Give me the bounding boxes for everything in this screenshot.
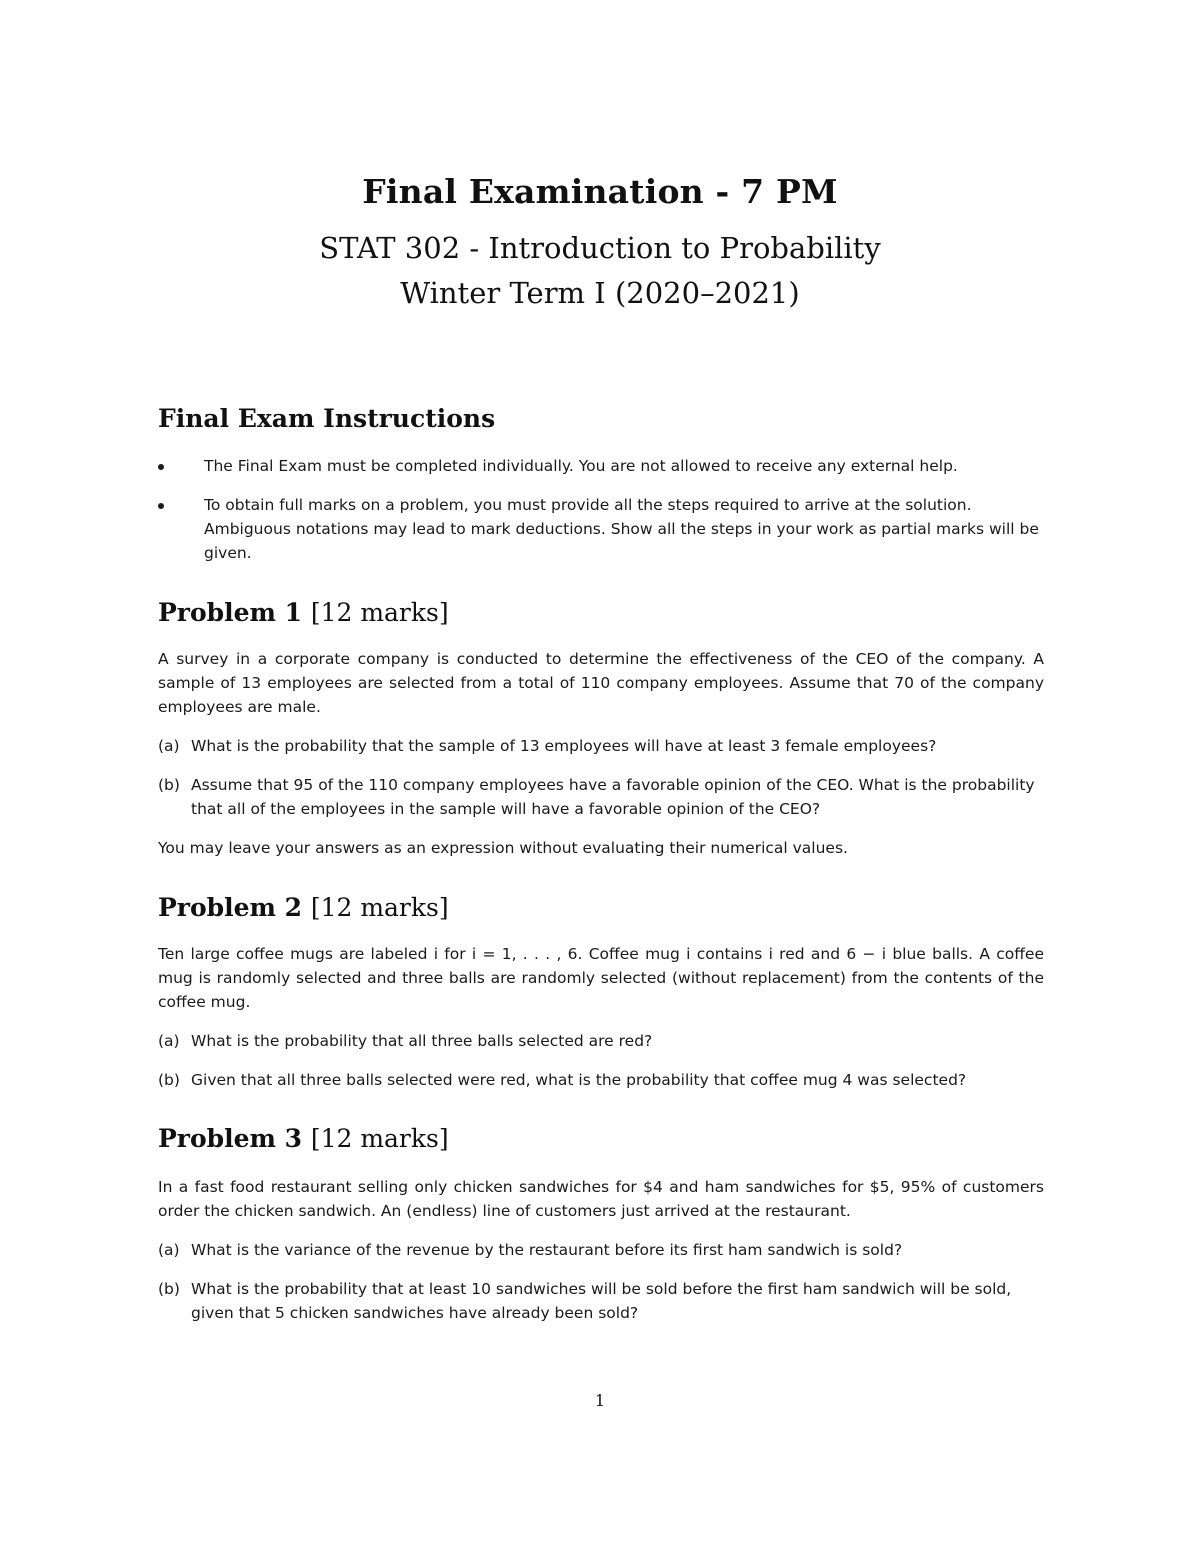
page-number: 1 (594, 1391, 606, 1410)
part-label: (b) (158, 1280, 180, 1298)
part-label: (a) (158, 1241, 180, 1259)
problem-marks: [12 marks] (310, 893, 449, 922)
problem-1-intro: A survey in a corporate company is conducted to determine the effectiveness of the CEO of the company. A sample of 13 employees are selected from a total of 110 company employees. Assume that 70 of the company employees are male. (158, 650, 1044, 716)
problem-2-intro: Ten large coffee mugs are labeled i for i = 1, . . . , 6. Coffee mug i contains i red and 6 − i blue balls. A coffee mug is randomly selected and three balls are randomly selected (without replacement) from the contents of the coffee mug. (158, 945, 1044, 1011)
problem-marks: [12 marks] (310, 598, 449, 627)
instructions-heading: Final Exam Instructions (158, 404, 496, 433)
problem-marks: [12 marks] (310, 1124, 449, 1153)
course-title: STAT 302 - Introduction to Probability (319, 231, 881, 265)
part-label: (a) (158, 737, 180, 755)
problem-3-intro: In a fast food restaurant selling only chicken sandwiches for $4 and ham sandwiches for $5, 95% of customers order the chicken sandwich. An (endless) line of customers just arrived at the restaurant. (158, 1178, 1044, 1220)
part-label: (a) (158, 1032, 180, 1050)
part-text: What is the probability that at least 10 sandwiches will be sold before the first ham sandwich will be sold, given that 5 chicken sandwiches have already been sold? (191, 1280, 1012, 1322)
part-text: Given that all three balls selected were red, what is the probability that coffee mug 4 was selected? (191, 1071, 967, 1089)
problem-1-note: You may leave your answers as an expression without evaluating their numerical values. (158, 839, 848, 857)
problem-1-heading (158, 598, 449, 627)
instruction-text: The Final Exam must be completed individually. You are not allowed to receive any external help. (204, 457, 958, 475)
problem-title: Problem 2 (158, 893, 303, 922)
bullet-icon (158, 503, 164, 509)
problem-2-heading (158, 893, 449, 922)
problem-title: Problem 3 (158, 1124, 303, 1153)
term-title: Winter Term I (2020–2021) (400, 276, 800, 310)
part-label: (b) (158, 776, 180, 794)
part-text: What is the variance of the revenue by the restaurant before its first ham sandwich is sold? (191, 1241, 903, 1259)
part-text: What is the probability that all three balls selected are red? (191, 1032, 653, 1050)
instruction-text: To obtain full marks on a problem, you must provide all the steps required to arrive at the solution. Ambiguous notations may lead to mark deductions. Show all the steps in your work as partial marks will be given. (204, 496, 1039, 562)
bullet-icon (158, 464, 164, 470)
problem-3-heading (158, 1124, 449, 1153)
part-text: Assume that 95 of the 110 company employees have a favorable opinion of the CEO. What is the probability that all of the employees in the sample will have a favorable opinion of the CEO? (191, 776, 1035, 818)
problem-title: Problem 1 (158, 598, 303, 627)
part-text: What is the probability that the sample of 13 employees will have at least 3 female employees? (191, 737, 937, 755)
part-label: (b) (158, 1071, 180, 1089)
exam-title: Final Examination - 7 PM (362, 172, 838, 211)
